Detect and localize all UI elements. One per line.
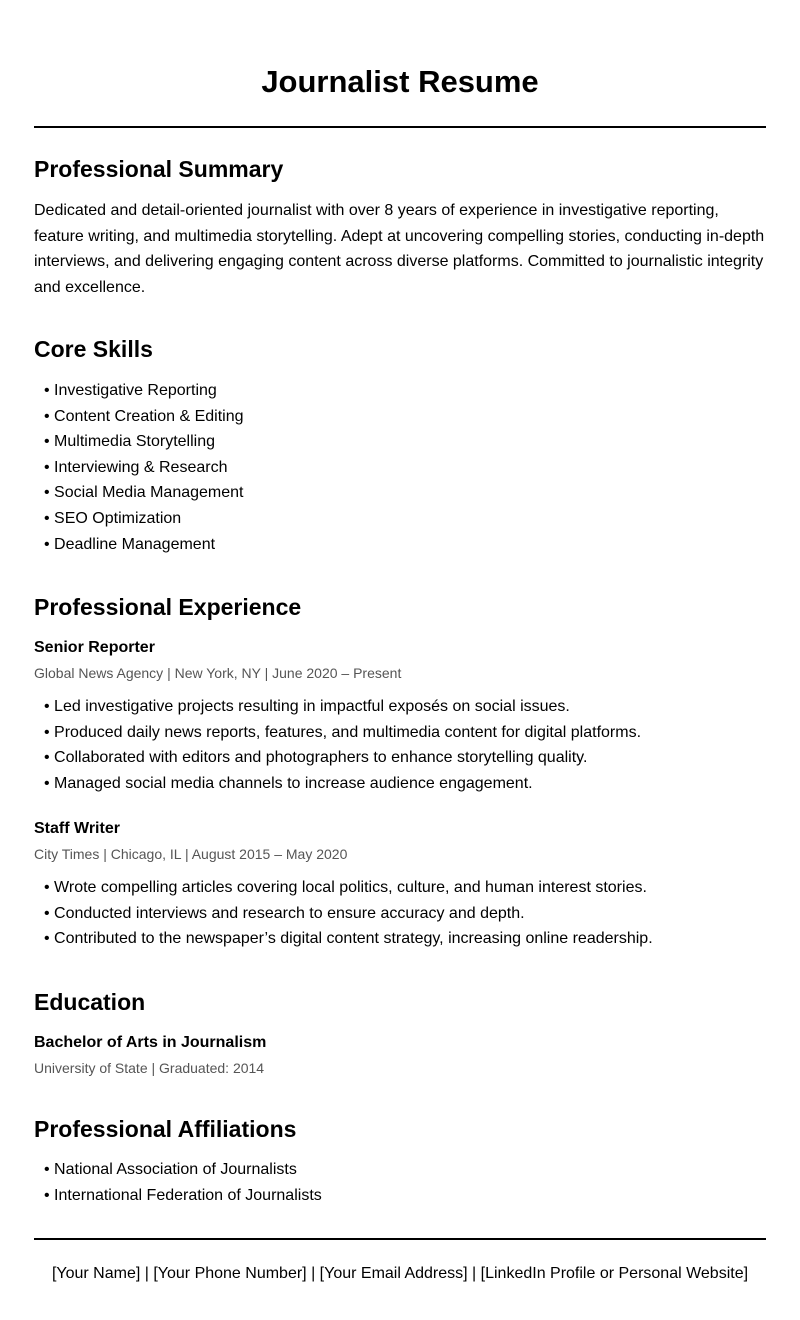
skill-item: • Social Media Management bbox=[44, 480, 244, 506]
summary-text: Dedicated and detail-oriented journalist with over 8 years of experience in investigative reporting, feature writing, and multimedia storytelling. Adept at uncovering compelling stories, conducting in-depth interviews, and delivering engaging content across diverse platforms. Committed to journalistic integrity and excellence. bbox=[34, 202, 765, 296]
footer-divider bbox=[34, 1238, 766, 1240]
affiliation-item: • International Federation of Journalists bbox=[44, 1183, 322, 1209]
job-bullet: • Led investigative projects resulting in impactful exposés on social issues. bbox=[44, 694, 641, 720]
skill-item: • Investigative Reporting bbox=[44, 378, 244, 404]
skill-item: • SEO Optimization bbox=[44, 506, 244, 532]
education-heading: Education bbox=[34, 989, 146, 1015]
skill-item: • Multimedia Storytelling bbox=[44, 429, 244, 455]
page-title: Journalist Resume bbox=[261, 64, 539, 99]
affiliation-item: • National Association of Journalists bbox=[44, 1157, 322, 1183]
skills-heading: Core Skills bbox=[34, 336, 153, 362]
job-bullets bbox=[44, 694, 641, 796]
job-bullet: • Conducted interviews and research to ensure accuracy and depth. bbox=[44, 901, 653, 927]
job-bullet: • Collaborated with editors and photographers to enhance storytelling quality. bbox=[44, 745, 641, 771]
job-bullet: • Produced daily news reports, features, and multimedia content for digital platforms. bbox=[44, 720, 641, 746]
skill-item: • Deadline Management bbox=[44, 532, 244, 558]
skills-list bbox=[44, 378, 244, 557]
job-title: Senior Reporter bbox=[34, 639, 155, 656]
affiliations-heading: Professional Affiliations bbox=[34, 1116, 297, 1142]
job-meta: Global News Agency | New York, NY | June 2020 – Present bbox=[34, 665, 402, 681]
summary-heading: Professional Summary bbox=[34, 156, 284, 182]
job-title: Staff Writer bbox=[34, 820, 120, 837]
job-bullet: • Wrote compelling articles covering local politics, culture, and human interest stories. bbox=[44, 875, 653, 901]
contact-line: [Your Name] | [Your Phone Number] | [Your Email Address] | [LinkedIn Profile or Personal Website] bbox=[51, 1265, 749, 1282]
degree-title: Bachelor of Arts in Journalism bbox=[34, 1034, 267, 1051]
skill-item: • Interviewing & Research bbox=[44, 455, 244, 481]
skill-item: • Content Creation & Editing bbox=[44, 404, 244, 430]
experience-heading: Professional Experience bbox=[34, 594, 302, 620]
job-meta: City Times | Chicago, IL | August 2015 – May 2020 bbox=[34, 846, 348, 862]
degree-meta: University of State | Graduated: 2014 bbox=[34, 1060, 265, 1076]
job-bullet: • Managed social media channels to increase audience engagement. bbox=[44, 771, 641, 797]
job-bullet: • Contributed to the newspaper’s digital content strategy, increasing online readership. bbox=[44, 926, 653, 952]
affiliations-list bbox=[44, 1157, 322, 1208]
header-divider bbox=[34, 126, 766, 128]
job-bullets bbox=[44, 875, 653, 952]
